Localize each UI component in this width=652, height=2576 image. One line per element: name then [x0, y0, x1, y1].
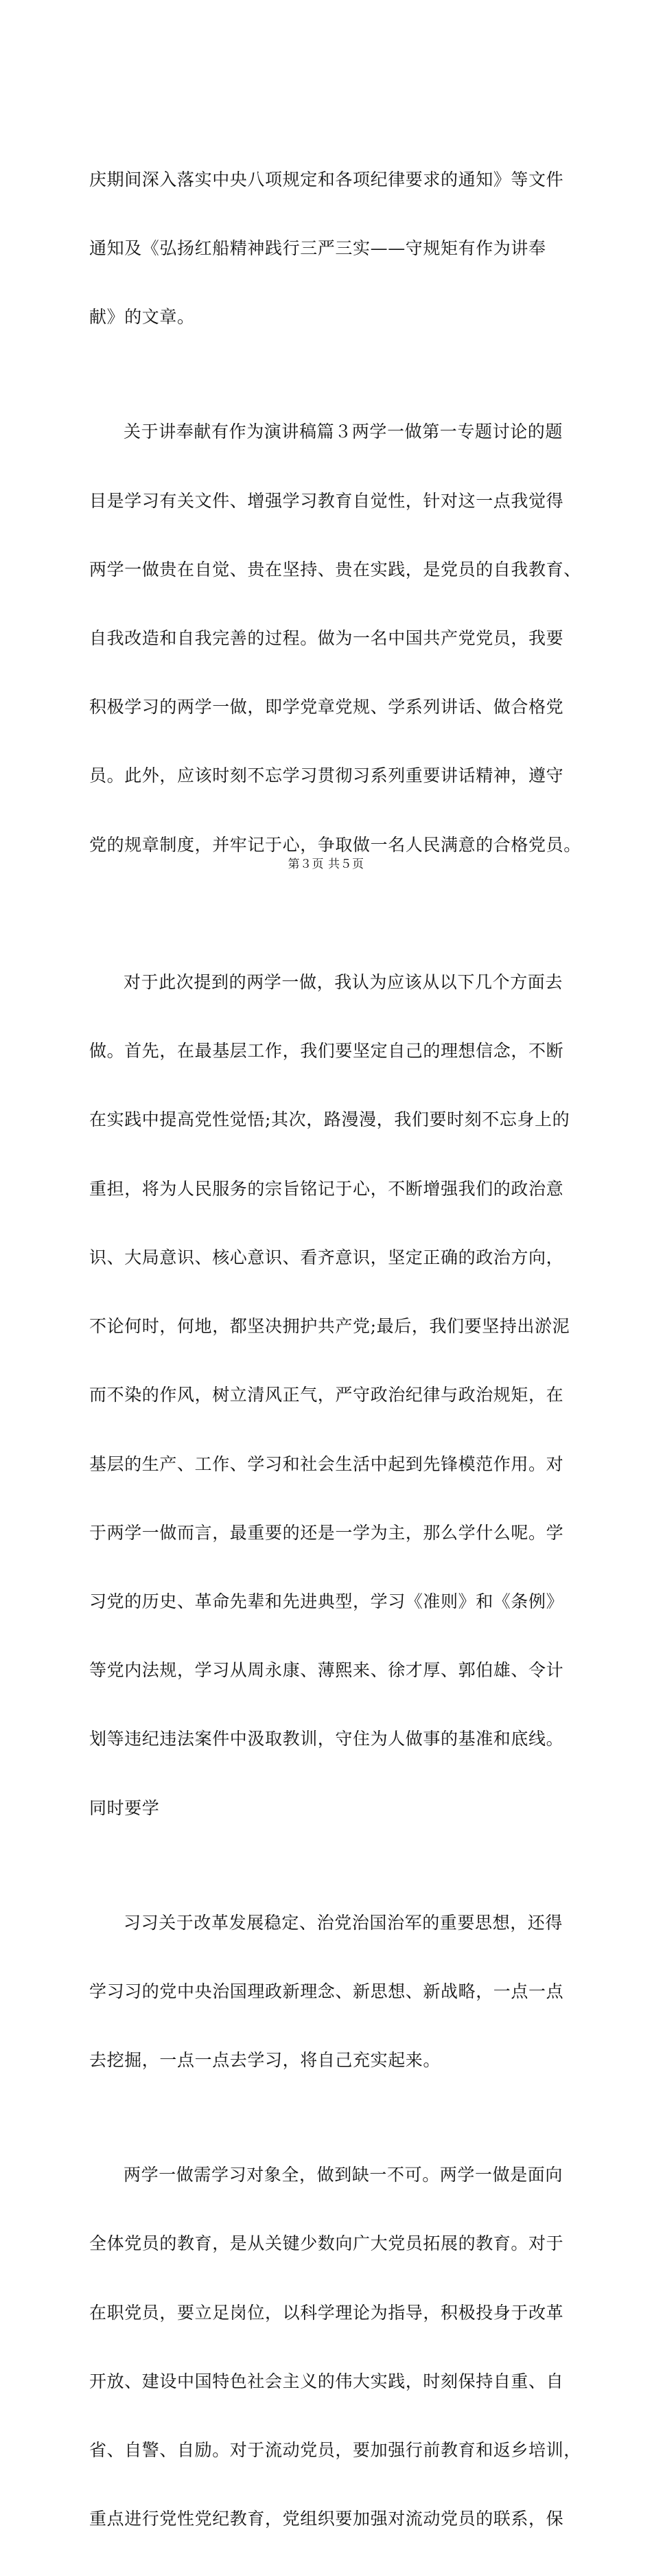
paragraph-5 — [89, 2117, 583, 2576]
text-line: 重担，将为人民服务的宗旨铭记于心，不断增强我们的政治意 — [89, 1178, 564, 1199]
page-number-footer: 第３页 共５页 — [288, 858, 364, 871]
text-line: 习习关于改革发展稳定、治党治国治军的重要思想，还得 — [124, 1912, 563, 1933]
text-line: 做。首先，在最基层工作，我们要坚定自己的理想信念，不断 — [89, 1041, 564, 1061]
paragraph-spacer — [89, 902, 583, 925]
text-line: 在实践中提高党性觉悟;其次，路漫漫，我们要时刻不忘身上的 — [89, 1109, 570, 1130]
text-line: 于两学一做而言，最重要的还是一学为主，那么学什么呢。学 — [89, 1522, 564, 1543]
text-line: 自我改造和自我完善的过程。做为一名中国共产党党员，我要 — [89, 628, 564, 648]
text-line: 而不染的作风，树立清风正气，严守政治纪律与政治规矩，在 — [89, 1385, 564, 1405]
text-line: 去挖掘，一点一点去学习，将自己充实起来。 — [89, 2050, 441, 2071]
text-line: 献》的文章。 — [89, 307, 195, 327]
text-line: 习党的历史、革命先辈和先进典型，学习《准则》和《条例》 — [89, 1591, 564, 1611]
text-line: 在职党员，要立足岗位，以科学理论为指导，积极投身于改革 — [89, 2302, 564, 2323]
text-line: 通知及《弘扬红船精神践行三严三实——守规矩有作为讲奉 — [89, 238, 546, 259]
text-line: 划等违纪违法案件中汲取教训，守住为人做事的基准和底线。 — [89, 1729, 564, 1749]
text-line: 两学一做贵在自觉、贵在坚持、贵在实践，是党员的自我教育、 — [89, 559, 581, 579]
paragraph-4 — [89, 1865, 583, 2117]
paragraph-3 — [89, 925, 583, 1865]
text-line: 党的规章制度，并牢记于心，争取做一名人民满意的合格党员。 — [89, 834, 581, 855]
text-line: 关于讲奉献有作为演讲稿篇３两学一做第一专题讨论的题 — [124, 422, 563, 442]
text-line: 两学一做需学习对象全，做到缺一不可。两学一做是面向 — [124, 2165, 563, 2185]
text-line: 全体党员的教育，是从关键少数向广大党员拓展的教育。对于 — [89, 2233, 564, 2254]
text-line: 识、大局意识、核心意识、看齐意识，坚定正确的政治方向， — [89, 1247, 564, 1267]
text-line: 基层的生产、工作、学习和社会生活中起到先锋模范作用。对 — [89, 1453, 564, 1474]
text-line: 对于此次提到的两学一做，我认为应该从以下几个方面去 — [124, 972, 563, 993]
paragraph-1 — [89, 122, 583, 374]
text-line: 省、自警、自励。对于流动党员，要加强行前教育和返乡培训， — [89, 2440, 581, 2461]
text-line: 目是学习有关文件、增强学习教育自觉性，针对这一点我觉得 — [89, 490, 564, 511]
text-line: 庆期间深入落实中央八项规定和各项纪律要求的通知》等文件 — [89, 169, 564, 189]
text-line: 重点进行党性党纪教育，党组织要加强对流动党员的联系，保 — [89, 2509, 564, 2529]
text-line: 员。此外，应该时刻不忘学习贯彻习系列重要讲话精神，遵守 — [89, 766, 564, 786]
text-line: 不论何时，何地，都坚决拥护共产党;最后，我们要坚持出淤泥 — [89, 1316, 570, 1337]
text-line: 同时要学 — [89, 1797, 160, 1818]
text-line: 开放、建设中国特色社会主义的伟大实践，时刻保持自重、自 — [89, 2371, 564, 2391]
text-line: 学习习的党中央治国理政新理念、新思想、新战略，一点一点 — [89, 1981, 564, 2001]
paragraph-2 — [89, 374, 583, 901]
text-line: 积极学习的两学一做，即学党章党规、学系列讲话、做合格党 — [89, 697, 564, 717]
document-body — [89, 122, 583, 2576]
text-line: 等党内法规，学习从周永康、薄熙来、徐才厚、郭伯雄、令计 — [89, 1660, 564, 1681]
